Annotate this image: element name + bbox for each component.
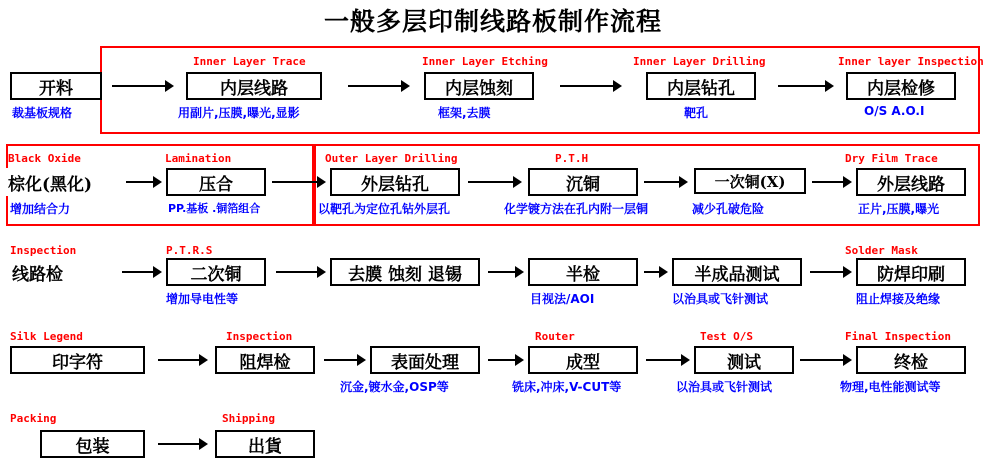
row3-node1-caption: Inspection [10, 244, 77, 257]
row3-node2-caption: P.T.R.S [166, 244, 213, 257]
node-fanghan-yinshua[interactable]: 防焊印刷 [856, 258, 966, 286]
node-neiceng-jianxiu-sub: O/S A.O.I [864, 104, 925, 118]
node-ercitong-sub: 增加导电性等 [166, 292, 239, 306]
node-ercitong[interactable]: 二次铜 [166, 258, 266, 286]
node-zhongjian-sub: 物理,电性能测试等 [840, 380, 941, 394]
node-xianlu-jian[interactable]: 线路检 [4, 258, 114, 286]
node-yinzifu[interactable]: 印字符 [10, 346, 145, 374]
arrow-row4-1 [158, 354, 208, 366]
row5-node2-caption: Shipping [222, 412, 275, 425]
row5-node1-caption: Packing [10, 412, 57, 425]
row1-node3-caption: Inner Layer Etching [422, 55, 548, 68]
node-waiceng-xianlu[interactable]: 外层线路 [856, 168, 966, 196]
node-chengxing[interactable]: 成型 [528, 346, 638, 374]
node-banchengpin-ceshi[interactable]: 半成品测试 [672, 258, 802, 286]
row3-node6-caption: Solder Mask [845, 244, 918, 257]
node-neiceng-zuankong[interactable]: 内层钻孔 [646, 72, 756, 100]
row2-node2-caption: Lamination [165, 152, 232, 165]
row2-node3-caption: Outer Layer Drilling [325, 152, 458, 165]
node-qumo-shike-tuixi[interactable]: 去膜 蚀刻 退锡 [330, 258, 480, 286]
arrow-row4-3 [488, 354, 524, 366]
node-kailiao-sub: 裁基板规格 [12, 106, 73, 120]
arrow-row2-4 [644, 176, 688, 188]
node-ceshi-sub: 以治具或飞针测试 [676, 380, 773, 394]
row4-node2-caption: Inspection [226, 330, 293, 343]
node-banjian[interactable]: 半检 [528, 258, 638, 286]
arrow-row2-2 [272, 176, 326, 188]
node-biaomian-chuli[interactable]: 表面处理 [370, 346, 480, 374]
node-biaomian-chuli-sub: 沉金,镀水金,OSP等 [340, 380, 449, 394]
arrow-row3-5 [810, 266, 852, 278]
node-zonghua[interactable]: 棕化(黑化) [4, 168, 124, 196]
node-waiceng-xianlu-sub: 正片,压膜,曝光 [858, 202, 940, 216]
node-banchengpin-ceshi-sub: 以治具或飞针测试 [672, 292, 769, 306]
node-chuhuo[interactable]: 出貨 [215, 430, 315, 458]
arrow-row1-3 [560, 80, 622, 92]
node-yicitong-sub: 减少孔破危险 [692, 202, 765, 216]
node-chengxing-sub: 铣床,冲床,V-CUT等 [512, 380, 622, 394]
node-chentong[interactable]: 沉铜 [528, 168, 638, 196]
node-waiceng-zuankong-sub: 以靶孔为定位孔钻外层孔 [318, 202, 451, 216]
node-neiceng-xianlu[interactable]: 内层线路 [186, 72, 322, 100]
row2-node4-caption: P.T.H [555, 152, 589, 165]
arrow-row3-4 [644, 266, 668, 278]
arrow-row2-3 [468, 176, 522, 188]
node-zuhan-jian[interactable]: 阻焊检 [215, 346, 315, 374]
row2-node6-caption: Dry Film Trace [845, 152, 938, 165]
node-yicitong[interactable]: 一次铜(X) [694, 168, 806, 194]
arrow-row3-2 [276, 266, 326, 278]
node-kailiao[interactable]: 开料 [10, 72, 102, 100]
node-chentong-sub: 化学镀方法在孔内附一层铜 [504, 202, 649, 216]
row4-node6-caption: Final Inspection [845, 330, 951, 343]
node-neiceng-shike[interactable]: 内层蚀刻 [424, 72, 534, 100]
page-title: 一般多层印制线路板制作流程 [323, 7, 662, 36]
arrow-row1-2 [348, 80, 410, 92]
arrow-row2-1 [126, 176, 162, 188]
node-neiceng-zuankong-sub: 靶孔 [684, 106, 709, 120]
row4-node4-caption: Router [535, 330, 575, 343]
arrow-row3-3 [488, 266, 524, 278]
node-neiceng-jianxiu[interactable]: 内层检修 [846, 72, 956, 100]
arrow-row5-1 [158, 438, 208, 450]
node-zonghua-sub: 增加结合力 [10, 202, 71, 216]
row1-node2-caption: Inner Layer Trace [193, 55, 306, 68]
node-fanghan-yinshua-sub: 阻止焊接及绝缘 [856, 292, 941, 306]
row1-node5-caption: Inner layer Inspection [838, 55, 984, 68]
node-banjian-sub: 目视法/AOI [530, 292, 595, 306]
node-zhongjian[interactable]: 终检 [856, 346, 966, 374]
arrow-row4-5 [800, 354, 852, 366]
arrow-row2-5 [812, 176, 852, 188]
row2-node1-caption: Black Oxide [8, 152, 81, 165]
node-yahe-sub: PP.基板 .铜箔组合 [168, 202, 261, 215]
row4-node1-caption: Silk Legend [10, 330, 83, 343]
arrow-row3-1 [122, 266, 162, 278]
row1-node4-caption: Inner Layer Drilling [633, 55, 766, 68]
arrow-row4-4 [646, 354, 690, 366]
arrow-row1-1 [112, 80, 174, 92]
arrow-row1-4 [778, 80, 834, 92]
node-waiceng-zuankong[interactable]: 外层钻孔 [330, 168, 460, 196]
node-neiceng-xianlu-sub: 用副片,压膜,曝光,显影 [178, 106, 300, 120]
node-yahe[interactable]: 压合 [166, 168, 266, 196]
arrow-row4-2 [324, 354, 366, 366]
node-ceshi[interactable]: 测试 [694, 346, 794, 374]
node-neiceng-shike-sub: 框架,去膜 [438, 106, 491, 120]
node-baozhuang[interactable]: 包装 [40, 430, 145, 458]
row4-node5-caption: Test O/S [700, 330, 753, 343]
